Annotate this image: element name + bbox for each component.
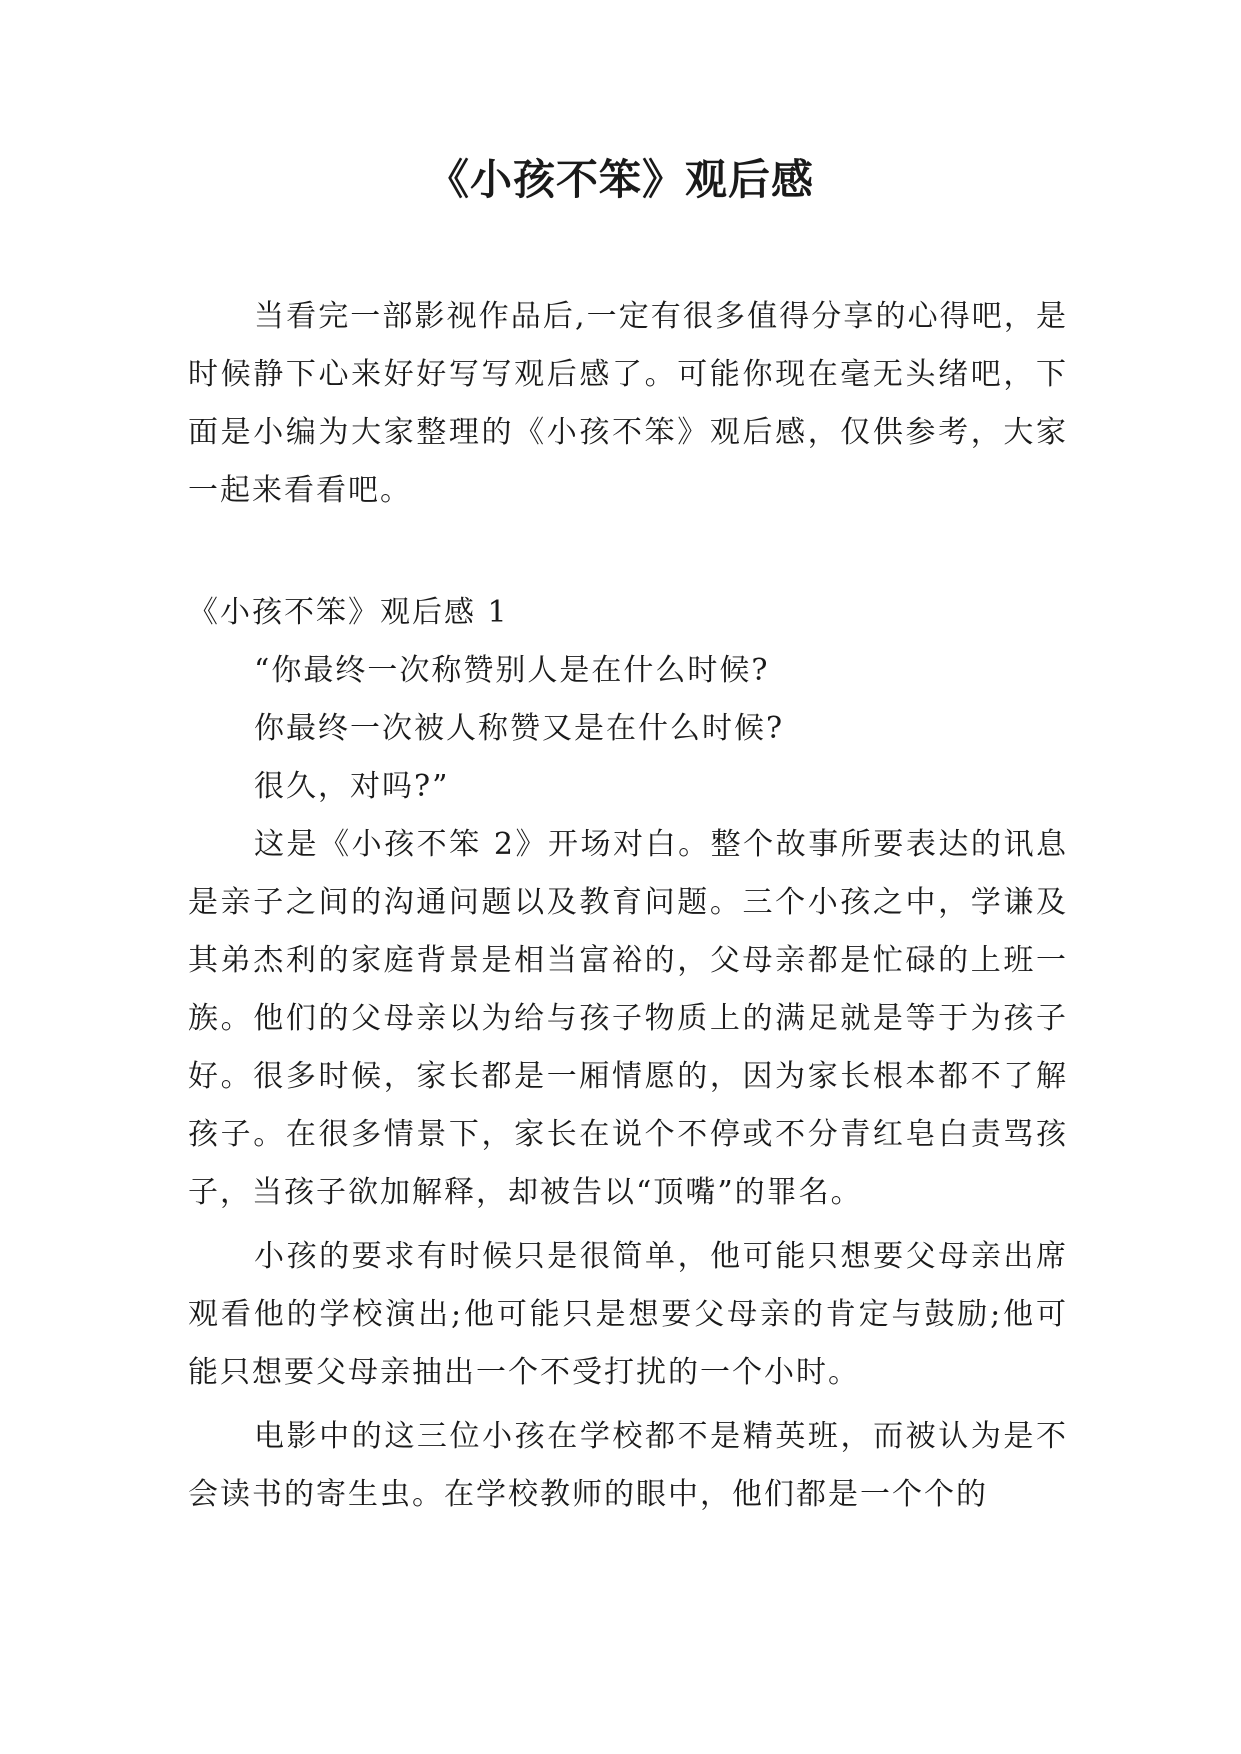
body-paragraph: 小孩的要求有时候只是很简单，他可能只想要父母亲出席观看他的学校演出;他可能只是想要父母亲的肯定与鼓励;他可能只想要父母亲抽出一个不受打扰的一个小时。 bbox=[188, 1239, 1068, 1390]
document-body bbox=[188, 288, 1068, 1524]
quote-line: 你最终一次被人称赞又是在什么时候? bbox=[254, 711, 785, 746]
quote-line: “你最终一次称赞别人是在什么时候? bbox=[254, 653, 770, 688]
body-paragraph: 电影中的这三位小孩在学校都不是精英班，而被认为是不会读书的寄生虫。在学校教师的眼中，他们都是一个个的 bbox=[188, 1419, 1068, 1512]
body-paragraph: 这是《小孩不笨 2》开场对白。整个故事所要表达的讯息是亲子之间的沟通问题以及教育问题。三个小孩之中，学谦及其弟杰利的家庭背景是相当富裕的，父母亲都是忙碌的上班一族。他们的父母亲以为给与孩子物质上的满足就是等于为孩子好。很多时候，家长都是一厢情愿的，因为家长根本都不了解孩子。在很多情景下，家长在说个不停或不分青红皂白责骂孩子，当孩子欲加解释，却被告以“顶嘴”的罪名。 bbox=[188, 827, 1068, 1210]
intro-paragraph: 当看完一部影视作品后,一定有很多值得分享的心得吧，是时候静下心来好好写写观后感了。可能你现在毫无头绪吧，下面是小编为大家整理的《小孩不笨》观后感，仅供参考，大家一起来看看吧。 bbox=[188, 299, 1068, 508]
section-spacer bbox=[188, 520, 1068, 584]
document-title: 《小孩不笨》观后感 bbox=[426, 155, 814, 204]
quote-line: 很久，对吗?” bbox=[254, 769, 450, 804]
section-heading: 《小孩不笨》观后感 1 bbox=[188, 595, 509, 630]
